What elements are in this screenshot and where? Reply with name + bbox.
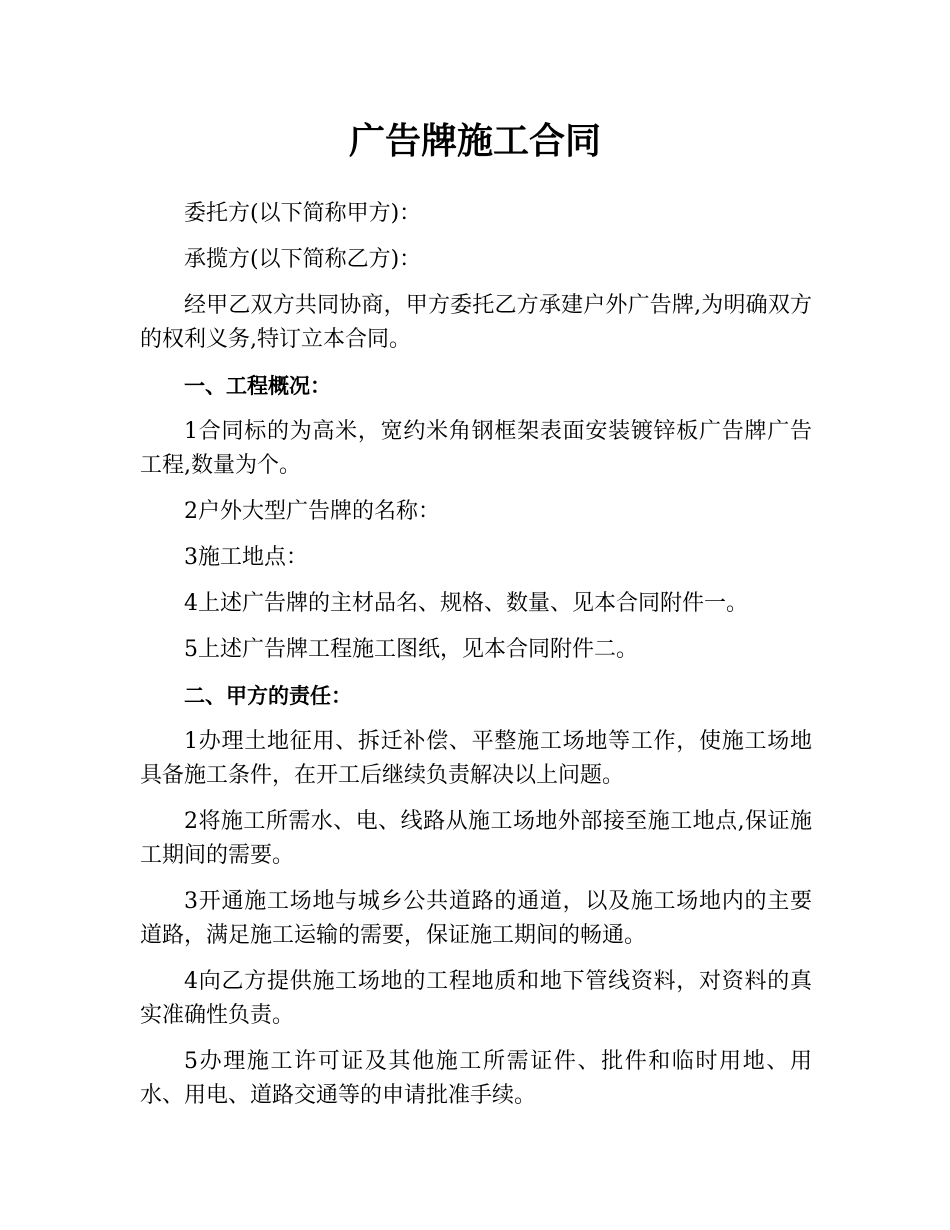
- clause-paragraph: 4上述广告牌的主材品名、规格、数量、见本合同附件一。: [184, 591, 748, 616]
- clause-paragraph: 4向乙方提供施工场地的工程地质和地下管线资料，对资料的真实准确性负责。: [140, 969, 812, 1028]
- clause-paragraph: 3施工地点：: [184, 545, 308, 570]
- clause-paragraph: 2将施工所需水、电、线路从施工场地外部接至施工地点,保证施工期间的需要。: [140, 809, 812, 868]
- section-heading-party-a-duties: 二、甲方的责任：: [184, 684, 352, 708]
- clause-paragraph: 5上述广告牌工程施工图纸，见本合同附件二。: [184, 637, 638, 662]
- document-title: 广告牌施工合同: [348, 121, 601, 162]
- clause-paragraph: 1合同标的为高米，宽约米角钢框架表面安装镀锌板广告牌广告工程,数量为个。: [140, 419, 812, 478]
- contractor-line: 承揽方(以下简称乙方)：: [184, 247, 422, 272]
- clause-paragraph: 1办理土地征用、拆迁补偿、平整施工场地等工作，使施工场地具备施工条件，在开工后继续负责解决以上问题。: [140, 729, 812, 788]
- clause-paragraph: 2户外大型广告牌的名称：: [184, 499, 440, 524]
- client-line: 委托方(以下简称甲方)：: [184, 201, 422, 226]
- clause-paragraph: 5办理施工许可证及其他施工所需证件、批件和临时用地、用水、用电、道路交通等的申请批准手续。: [140, 1049, 812, 1108]
- document-body: [140, 197, 812, 1125]
- section-heading-project-overview: 一、工程概况：: [184, 374, 331, 398]
- clause-paragraph: 3开通施工场地与城乡公共道路的通道，以及施工场地内的主要道路，满足施工运输的需要，保证施工期间的畅通。: [140, 889, 812, 948]
- intro-paragraph: 经甲乙双方共同协商，甲方委托乙方承建户外广告牌,为明确双方的权利义务,特订立本合同。: [140, 293, 812, 352]
